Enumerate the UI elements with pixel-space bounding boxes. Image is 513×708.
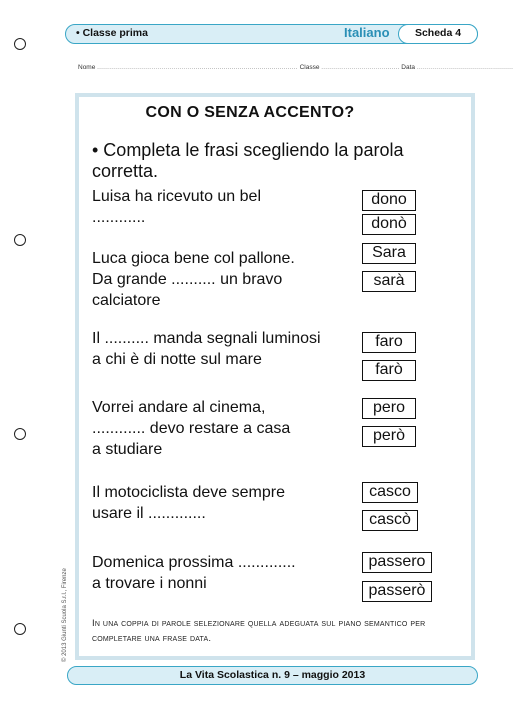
exercise-3-option-1[interactable]: faro: [362, 332, 416, 353]
page-title: CON O SENZA ACCENTO?: [145, 104, 355, 121]
worksheet-number: Scheda 4: [398, 24, 478, 44]
binder-hole-3: [14, 428, 26, 440]
exercise-6-line-2: a trovare i nonni: [92, 575, 207, 592]
exercise-2-option-2[interactable]: sarà: [362, 271, 416, 292]
binder-hole-4: [14, 623, 26, 635]
exercise-5-line-1: Il motociclista deve sempre: [92, 484, 285, 501]
exercise-1-sentence: [92, 186, 362, 228]
exercise-2-line-3: calciatore: [92, 292, 161, 309]
class-field-line[interactable]: .......................................: [321, 64, 400, 71]
name-field-label: Nome: [78, 64, 96, 71]
binder-hole-2: [14, 234, 26, 246]
exercise-5-option-1[interactable]: casco: [362, 482, 418, 503]
student-info-row: [78, 64, 513, 71]
exercise-4-line-2: ............ devo restare a casa: [92, 420, 291, 437]
header-bar: [65, 24, 478, 44]
exercise-5-line-2: usare il .............: [92, 505, 206, 522]
exercise-1-line-2: ............: [92, 209, 146, 226]
exercise-5-sentence: [92, 482, 362, 524]
copyright-text: © 2013 Giunti Scuola S.r.l., Firenze: [62, 568, 68, 662]
exercise-2-line-1: Luca gioca bene col pallone.: [92, 250, 295, 267]
exercise-4-option-1[interactable]: pero: [362, 398, 416, 419]
class-label: • Classe prima: [76, 27, 148, 39]
exercise-6-line-1: Domenica prossima .............: [92, 554, 296, 571]
class-field-label: Classe: [299, 64, 320, 71]
binder-hole-1: [14, 38, 26, 50]
exercise-3-option-2[interactable]: farò: [362, 360, 416, 381]
exercise-3-sentence: [92, 328, 362, 370]
date-field-label: Data: [401, 64, 416, 71]
exercise-3-line-2: a chi è di notte sul mare: [92, 351, 262, 368]
exercise-1-option-2[interactable]: donò: [362, 214, 416, 235]
footer-bar: La Vita Scolastica n. 9 – maggio 2013: [67, 666, 478, 685]
exercise-2-sentence: [92, 248, 362, 311]
exercise-6-sentence: [92, 552, 362, 594]
exercise-4-line-3: a studiare: [92, 441, 163, 458]
date-field-line[interactable]: ................................................: [416, 64, 513, 71]
exercise-5-option-2[interactable]: cascò: [362, 510, 418, 531]
name-field-line[interactable]: ....................................................................................................: [97, 64, 298, 71]
exercise-2-option-1[interactable]: Sara: [362, 243, 416, 264]
exercise-6-option-1[interactable]: passero: [362, 552, 432, 573]
exercise-2-line-2: Da grande .......... un bravo: [92, 271, 283, 288]
subject-label: Italiano: [344, 25, 390, 40]
instruction-text: • Completa le frasi scegliendo la parola corretta.: [92, 140, 404, 181]
exercise-1-option-1[interactable]: dono: [362, 190, 416, 211]
exercise-1-line-1: Luisa ha ricevuto un bel: [92, 188, 261, 205]
teacher-note: In una coppia di parole selezionare quella adeguata sul piano semantico per completare una frase data.: [92, 618, 426, 644]
exercise-4-sentence: [92, 397, 362, 460]
exercise-4-line-1: Vorrei andare al cinema,: [92, 399, 266, 416]
exercise-4-option-2[interactable]: però: [362, 426, 416, 447]
exercise-6-option-2[interactable]: passerò: [362, 581, 432, 602]
exercise-3-line-1: Il .......... manda segnali luminosi: [92, 330, 321, 347]
